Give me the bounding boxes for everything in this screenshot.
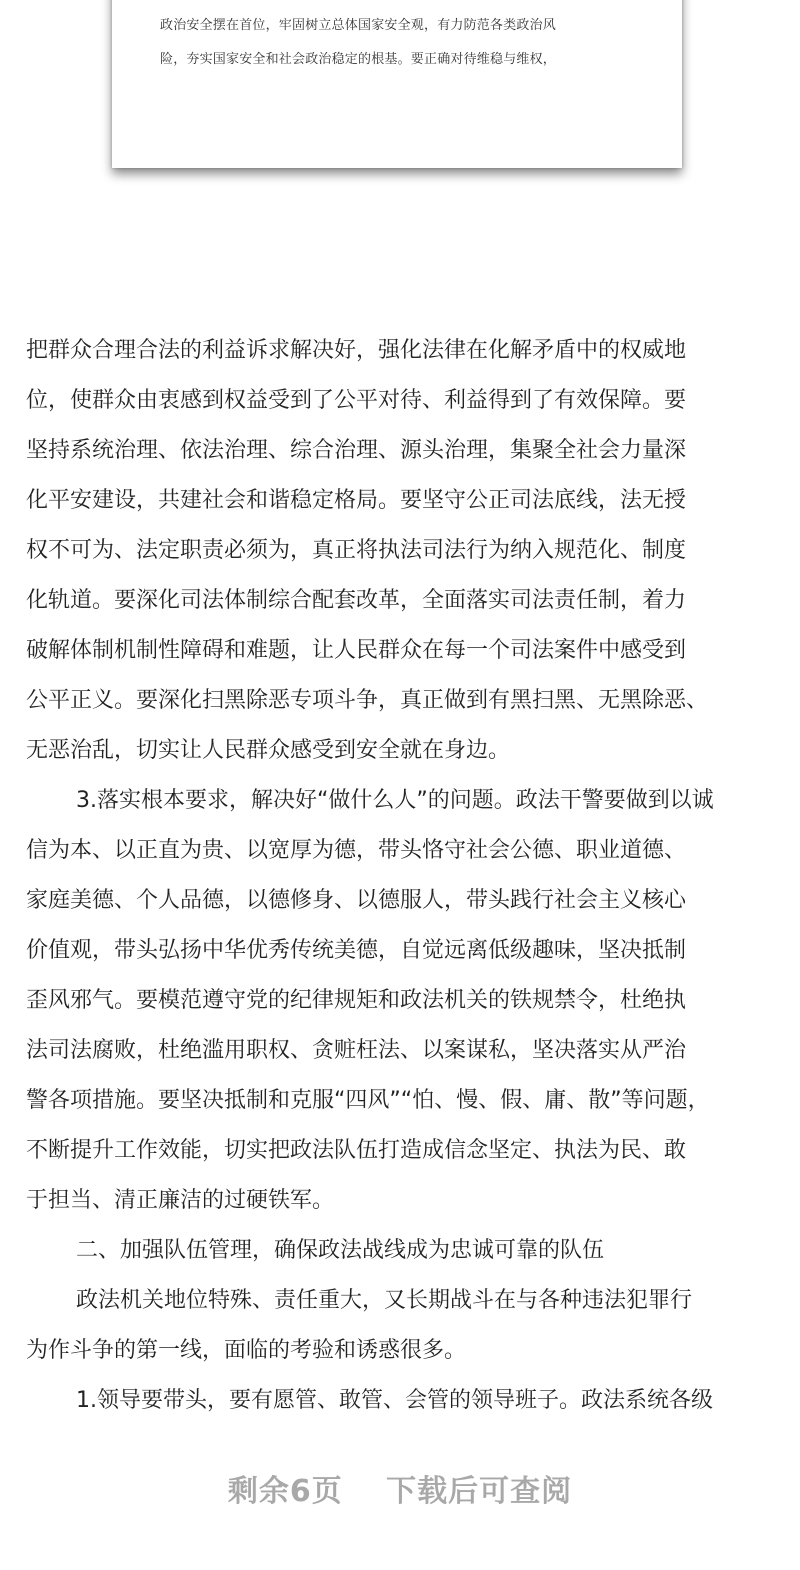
section-point-3: 3.落实根本要求，解决好“做什么人”的问题。政法干警要做到以诚 (76, 788, 714, 813)
body-line: 化轨道。要深化司法体制综合配套改革，全面落实司法责任制，着力 (26, 588, 687, 613)
body-line: 无恶治乱，切实让人民群众感受到安全就在身边。 (26, 738, 511, 763)
body-line: 不断提升工作效能，切实把政法队伍打造成信念坚定、执法为民、敢 (26, 1138, 687, 1163)
body-line: 坚持系统治理、依法治理、综合治理、源头治理，集聚全社会力量深 (26, 438, 687, 463)
body-line: 家庭美德、个人品德，以德修身、以德服人，带头践行社会主义核心 (26, 888, 687, 913)
body-line: 破解体制机制性障碍和难题，让人民群众在每一个司法案件中感受到 (26, 638, 687, 663)
document-body (26, 326, 774, 1426)
body-line: 信为本、以正直为贵、以宽厚为德，带头恪守社会公德、职业道德、 (26, 838, 687, 863)
section-heading-2: 二、加强队伍管理，确保政法战线成为忠诚可靠的队伍 (76, 1238, 605, 1263)
remaining-pages-label: 剩余6页 (227, 1474, 343, 1509)
body-line: 警各项措施。要坚决抵制和克服“四风”“怕、慢、假、庸、散”等问题， (26, 1088, 710, 1113)
body-line: 价值观，带头弘扬中华优秀传统美德，自觉远离低级趣味，坚决抵制 (26, 938, 687, 963)
body-line: 法司法腐败，杜绝滥用职权、贪赃枉法、以案谋私，坚决落实从严治 (26, 1038, 687, 1063)
body-line: 于担当、清正廉洁的过硬铁军。 (26, 1188, 335, 1213)
body-line: 为作斗争的第一线，面临的考验和诱惑很多。 (26, 1338, 467, 1363)
body-line: 权不可为、法定职责必须为，真正将执法司法行为纳入规范化、制度 (26, 538, 687, 563)
body-line: 化平安建设，共建社会和谐稳定格局。要坚守公正司法底线，法无授 (26, 488, 687, 513)
body-line: 歪风邪气。要模范遵守党的纪律规矩和政法机关的铁规禁令，杜绝执 (26, 988, 687, 1013)
body-line: 公平正义。要深化扫黑除恶专项斗争，真正做到有黑扫黑、无黑除恶、 (26, 688, 709, 713)
preview-card (112, 0, 682, 168)
download-to-view-label[interactable]: 下载后可查阅 (386, 1474, 573, 1509)
section-point-1: 1.领导要带头，要有愿管、敢管、会管的领导班子。政法系统各级 (76, 1388, 713, 1413)
body-line: 位，使群众由衷感到权益受到了公平对待、利益得到了有效保障。要 (26, 388, 687, 413)
body-line: 把群众合理合法的利益诉求解决好，强化法律在化解矛盾中的权威地 (26, 338, 687, 363)
preview-line: 险，夯实国家安全和社会政治稳定的根基。要正确对待维稳与维权， (160, 52, 557, 67)
remaining-pages-prompt[interactable] (0, 1466, 800, 1510)
body-line: 政法机关地位特殊、责任重大，又长期战斗在与各种违法犯罪行 (76, 1288, 693, 1313)
preview-line: 政治安全摆在首位，牢固树立总体国家安全观，有力防范各类政治风 (160, 18, 557, 33)
